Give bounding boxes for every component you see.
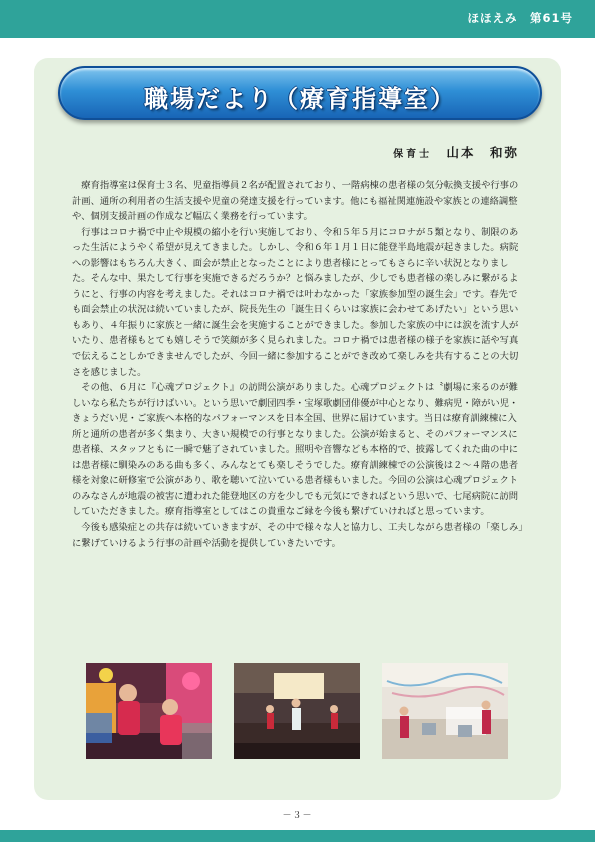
page-title: 職場だより（療育指導室）: [144, 85, 456, 113]
performers-costume-photo: [86, 663, 212, 759]
author-role: 保育士: [393, 149, 433, 160]
hall-event-photo: [382, 663, 508, 759]
stage-performance-photo: [234, 663, 360, 759]
photo-image: [234, 663, 360, 759]
issue-label: ほほえみ 第61号: [467, 11, 573, 25]
page-number: －３－: [282, 811, 313, 821]
article-body: [72, 178, 526, 551]
footer-band: [0, 830, 595, 842]
paragraph: 行事はコロナ禍で中止や規模の縮小を行い実施しており、令和５年５月にコロナが５類となり、制限のあった生活にようやく希望が見えてきました。しかし、令和６年１月１日に能登半島地震が起きました。病院への影響はもちろん大きく、面会が禁止となったことにより患者様にとってもさらに辛い状況となりました。そんな中、果たして行事を実施できるだろうか？と悩みましたが、少しでも患者様の楽しみに繋がるようにと、行事の内容を考えました。それはコロナ禍では叶わなかった「家族参加型の誕生会」です。春先でも面会禁止の状況は続いていましたが、院長先生の「誕生日くらいは家族に会わせてあげたい」という思いもあり、４年振りに家族と一緒に誕生会を実施することができました。参加した家族の中には涙を流す人がいたり、患者様もとても嬉しそうで笑顔が多く見られました。コロナ禍では患者様の様子を家族に話や写真で伝えることしかできませんでしたが、今回一緒に参加することができ改めて楽しみを共有することの大切さを感じました。: [72, 226, 519, 378]
author-name: 山本 和弥: [446, 145, 519, 160]
paragraph: その他、６月に『心魂プロジェクト』の訪問公演がありました。心魂プロジェクトは〝劇場に来るのが難しいなら私たちが行けばいい。という思いで劇団四季・宝塚歌劇団俳優が中心となり、難病児・障がい児・きょうだい児・ご家族へ本格的なパフォーマンスを日本全国、世界に届けています。当日は療育訓練棟に入所と通所の患者が多く集まり、大きい規模での行事となりました。公演が始まると、そのパフォーマンスに患者様、スタッフともに一瞬で魅了されていました。照明や音響なども本格的で、披露してくれた曲の中には患者様に馴染みのある曲も多く、みんなとても楽しそうでした。療育訓練棟での公演後は２～４階の患者様を対象に研修室で公演があり、歌を聴いて泣いている患者様もいました。今回の公演は心魂プロジェクトのみなさんが地震の被害に遭われた能登地区の方を少しでも元気にできればという思いで、七尾病院に訪問していただきました。療育指導室としてはこの貴重なご縁を今後も繋げていければと思っています。: [72, 382, 519, 518]
title-banner: [58, 66, 542, 120]
paragraph: 今後も感染症との共存は続いていきますが、その中で様々な人と協力し、工夫しながら患者様の「楽しみ」に繋げていけるよう行事の計画や活動を提供していきたいです。: [72, 522, 523, 549]
author-line: [393, 143, 519, 161]
photo-image: [382, 663, 508, 759]
photo-image: [86, 663, 212, 759]
paragraph: 療育指導室は保育士３名、児童指導員２名が配置されており、一階病棟の患者様の気分転換支援や行事の計画、通所の利用者の生活支援や児童の発達支援を行っています。他にも福祉関連施設や家族との連絡調整や、個別支援計画の作成など幅広く業務を行っています。: [72, 180, 519, 223]
header-band: [0, 0, 595, 38]
